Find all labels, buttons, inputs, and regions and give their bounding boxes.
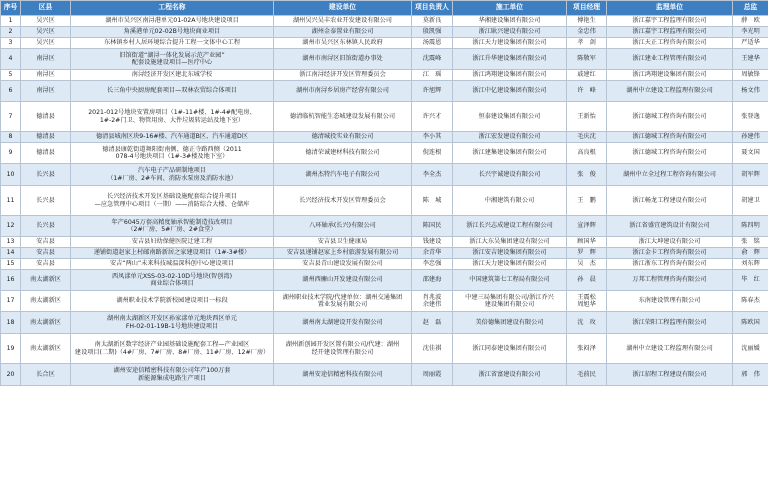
table-row	[1, 270, 768, 291]
table-cell: 湖州杰特汽车电子有限公司	[274, 164, 412, 186]
table-body	[1, 16, 768, 386]
table-cell: 许 峰	[567, 81, 607, 102]
table-cell: 安吉县卫生健康局	[274, 237, 412, 248]
table-cell: 长兴县	[21, 216, 71, 237]
table-row	[1, 143, 768, 164]
table-cell: 浙江鸿翔建设集团有限公司	[607, 70, 733, 81]
table-cell: 安吉“两山”未来科技城温深科创中心建设项目	[71, 259, 274, 270]
column-header: 项目经理	[567, 1, 607, 16]
table-row	[1, 237, 768, 248]
table-cell: 湖州安途信精密科技有限公司	[274, 364, 412, 386]
table-cell: 德清县城南区块9-16#楼、汽车通道B区、汽车通道D区	[71, 132, 274, 143]
table-cell: 安吉县	[21, 248, 71, 259]
table-cell: 10	[1, 164, 21, 186]
table-row	[1, 132, 768, 143]
table-row	[1, 334, 768, 364]
table-cell: 美倍德集团建设有限公司	[453, 312, 567, 334]
table-cell: 南太湖新区	[21, 334, 71, 364]
table-cell: 南浔区	[21, 70, 71, 81]
table-cell: 沈 玫	[567, 312, 607, 334]
table-cell: 12	[1, 216, 21, 237]
table-cell: 浙江中亿建设集团有限公司	[453, 81, 567, 102]
table-cell: 余青华	[412, 248, 453, 259]
column-header: 总监	[733, 1, 768, 16]
table-cell: 殷凯强	[412, 27, 453, 38]
table-cell: 湖州职业技术学院/代建单位：湖州交通集团 置业发展有限公司	[274, 291, 412, 312]
column-header: 项目负责人	[412, 1, 453, 16]
table-cell: 13	[1, 237, 21, 248]
table-cell: 湖州中立建设工程监理有限公司	[607, 334, 733, 364]
table-cell: 许旭辉	[412, 81, 453, 102]
table-cell: 东林镇乡村人居环境综合提升工程一文体中心工程	[71, 38, 274, 49]
table-cell: 汤震恩	[412, 38, 453, 49]
table-cell: 南浔区	[21, 49, 71, 70]
table-cell: 17	[1, 291, 21, 312]
table-cell: 浙江招程工程建设有限公司	[607, 364, 733, 386]
column-header: 监理单位	[607, 1, 733, 16]
table-cell: 王建华	[733, 49, 768, 70]
table-cell: 王新怡	[567, 102, 607, 132]
table-cell: 金忠伟	[567, 27, 607, 38]
table-cell: 14	[1, 248, 21, 259]
column-header: 区县	[21, 1, 71, 16]
table-cell: 18	[1, 312, 21, 334]
table-cell: 德清县康乾街道舞阳街南侧、德正寺路西侧（2011 078-4号地块项目（1#-3#楼及地下室）	[71, 143, 274, 164]
table-cell: 湖州新创园开发区置有限公司/代建：湖州 经开建设管理有限公司	[274, 334, 412, 364]
table-cell: 浙江荣阳工程监理有限公司	[607, 312, 733, 334]
table-cell: 16	[1, 270, 21, 291]
table-cell: 浙江宏发建设有限公司	[453, 132, 567, 143]
table-cell: 长兴县	[21, 186, 71, 216]
table-cell: 许兴才	[412, 102, 453, 132]
table-row	[1, 248, 768, 259]
table-header	[1, 1, 768, 16]
table-cell: 德清临杭智能生态城建设发展有限公司	[274, 102, 412, 132]
table-cell: 胡建卫	[733, 186, 768, 216]
table-cell: 高良根	[567, 143, 607, 164]
table-cell: 严适华	[733, 38, 768, 49]
table-cell: 2	[1, 27, 21, 38]
table-cell: 傅艳生	[567, 16, 607, 27]
table-cell: 德清县	[21, 143, 71, 164]
table-cell: 9	[1, 143, 21, 164]
table-cell: 湖州吴兴吴丰农业开发建设有限公司	[274, 16, 412, 27]
table-cell: 德清荣诚建材科技有限公司	[274, 143, 412, 164]
table-cell: 德清县	[21, 132, 71, 143]
table-cell: 万邦工程管理咨询有限公司	[607, 270, 733, 291]
table-cell: 沈丽媛	[733, 334, 768, 364]
table-cell: 湖州金泰置业有限公司	[274, 27, 412, 38]
table-cell: 长三角中央厨房配套项目—双林农贸综合体项目	[71, 81, 274, 102]
table-cell: 浙江德城工程咨询有限公司	[607, 102, 733, 132]
table-cell: 邵建海	[412, 270, 453, 291]
table-cell: 宣泽辉	[567, 216, 607, 237]
table-cell: 南太湖新区数字经济产业园基础设施配套工程—产业园区 建设项目(二期)（4#厂房、7#厂房、8#厂房、11#厂房、12#厂房）	[71, 334, 274, 364]
table-cell: 南太湖新区	[21, 291, 71, 312]
table-cell: 陈 城	[412, 186, 453, 216]
table-cell: 西凤漾单元XSS-03-02-10D号地块(智创湾) 商业综合体项目	[71, 270, 274, 291]
table-cell: 李小其	[412, 132, 453, 143]
table-cell: 八环轴承(长兴)有限公司	[274, 216, 412, 237]
table-cell: 浙江德城工程咨询有限公司	[607, 132, 733, 143]
table-cell: 角溪港单元02-02B号地块商业项目	[71, 27, 274, 38]
table-cell: 湖州中立全过程工程咨询有限公司	[607, 164, 733, 186]
table-cell: 中建三局集团有限公司/浙江乔兴 建设集团有限公司	[453, 291, 567, 312]
table-cell: 安吉县妇幼保健医院迁建工程	[71, 237, 274, 248]
table-cell: 陈欧国	[733, 312, 768, 334]
table-cell: 罗 辉	[567, 248, 607, 259]
table-cell: 东南建设管理有限公司	[607, 291, 733, 312]
table-cell: 长兴经济技术开发区管理委员会	[274, 186, 412, 216]
column-header: 建设单位	[274, 1, 412, 16]
table-cell: 湖州中立建设工程监理有限公司	[607, 81, 733, 102]
table-cell: 王震松 周旭华	[567, 291, 607, 312]
table-cell: 湖州市吴兴区南浔港单元01-02A号地块建设项目	[71, 16, 274, 27]
table-cell: 浙江安吉建设集团有限公司	[453, 248, 567, 259]
table-cell: 恒泰建设集团有限公司	[453, 102, 567, 132]
table-cell: 俞 辉	[733, 248, 768, 259]
table-cell: 张闷泽	[567, 334, 607, 364]
table-cell: 张 铭	[733, 237, 768, 248]
table-cell: 华湘建设集团有限公司	[453, 16, 567, 27]
table-cell: 赵 磊	[412, 312, 453, 334]
table-cell: 浙江畅龙工程建设有限公司	[607, 186, 733, 216]
table-cell: 李全杰	[412, 164, 453, 186]
table-cell: 沈佳祺	[412, 334, 453, 364]
table-cell: 浙江大坤建设有限公司	[607, 237, 733, 248]
table-cell: 杨文伟	[733, 81, 768, 102]
table-cell: 陈国民	[412, 216, 453, 237]
table-cell: 毛前民	[567, 364, 607, 386]
table-cell: 递铺街道赵家上村邮南路新居之家建设项目（1#-3#楼）	[71, 248, 274, 259]
table-row	[1, 312, 768, 334]
table-cell: 戚建红	[567, 70, 607, 81]
table-cell: 南太湖新区	[21, 270, 71, 291]
column-header: 施工单位	[453, 1, 567, 16]
table-cell: 浙江德城工程咨询有限公司	[607, 143, 733, 164]
table-cell: 湖州市南浔乡居房产经营有限公司	[274, 81, 412, 102]
table-cell: 湖州西鏖山开发建设有限公司	[274, 270, 412, 291]
table-row	[1, 81, 768, 102]
table-cell: 吴 杰	[567, 259, 607, 270]
table-cell: 薛 欧	[733, 16, 768, 27]
table-cell: 湖州职业技术学院新校园建设项目一标段	[71, 291, 274, 312]
table-row	[1, 164, 768, 186]
table-row	[1, 216, 768, 237]
table-cell: 浙江建集建设集团有限公司	[453, 143, 567, 164]
table-cell: 孙 晨	[567, 270, 607, 291]
table-cell: 长合区	[21, 364, 71, 386]
table-cell: 毛庆沈	[567, 132, 607, 143]
table-cell: 20	[1, 364, 21, 386]
table-cell: 沈震峰	[412, 49, 453, 70]
table-row	[1, 49, 768, 70]
table-cell: 浙江浙东工程咨询有限公司	[607, 259, 733, 270]
table-row	[1, 102, 768, 132]
table-cell: 15	[1, 259, 21, 270]
table-cell: 6	[1, 81, 21, 102]
table-cell: 4	[1, 49, 21, 70]
table-cell: 莫新良	[412, 16, 453, 27]
table-row	[1, 38, 768, 49]
table-cell: 2021-012号地块安置房项目（1#-11#楼、1#-4#配电房、 1#-2#门卫、物管用房、大件垃圾转运站及地下室）	[71, 102, 274, 132]
table-cell: 孝 剑	[567, 38, 607, 49]
table-cell: 浙江建业工程管理有限公司	[607, 49, 733, 70]
table-cell: 湖州南太湖新区开发区孙家漾单元地块西区单元 FH-02-01-19B-1号地块建设项目	[71, 312, 274, 334]
table-cell: 中湘建筑有限公司	[453, 186, 567, 216]
table-row	[1, 27, 768, 38]
table-cell: 安吉县递铺赵家上乡村旅游发展有限公司	[274, 248, 412, 259]
table-row	[1, 364, 768, 386]
table-cell: 8	[1, 132, 21, 143]
table-cell: 周敏锋	[733, 70, 768, 81]
table-row	[1, 70, 768, 81]
table-cell: 德清城投实业有限公司	[274, 132, 412, 143]
table-cell: 19	[1, 334, 21, 364]
column-header: 工程名称	[71, 1, 274, 16]
table-cell: 旧馆街道“湖浔一体化发展示范产业园” 配套设施建设项目—医疗中心	[71, 49, 274, 70]
table-cell: 顾国华	[567, 237, 607, 248]
table-cell: 陈春杰	[733, 291, 768, 312]
table-cell: 王 鹏	[567, 186, 607, 216]
table-cell: 浙江鸿翔建设集团有限公司	[453, 70, 567, 81]
table-cell: 陈四明	[733, 216, 768, 237]
table-cell: 胡军辉	[733, 164, 768, 186]
table-cell: 浙江天正工程咨询有限公司	[607, 38, 733, 49]
table-cell: 5	[1, 70, 21, 81]
table-cell: 刘东辉	[733, 259, 768, 270]
table-cell: 浙江同泰建设集团有限公司	[453, 334, 567, 364]
table-cell: 3	[1, 38, 21, 49]
table-cell: 湖州市南浔区旧馆街道办事处	[274, 49, 412, 70]
table-cell: 7	[1, 102, 21, 132]
table-cell: 中国建筑第七工程局有限公司	[453, 270, 567, 291]
table-cell: 浙江省富建设有限公司	[453, 364, 567, 386]
table-cell: 浙江长兴志成建设工程有限公司	[453, 216, 567, 237]
table-cell: 湖州南太湖建设开发有限公司	[274, 312, 412, 334]
table-cell: 安吉县	[21, 259, 71, 270]
table-cell: 吴兴区	[21, 27, 71, 38]
table-cell: 浙江南浔经济开发区管理委员会	[274, 70, 412, 81]
table-cell: 陈敬军	[567, 49, 607, 70]
table-cell: 湖州市吴兴区东林镇人民政府	[274, 38, 412, 49]
table-cell: 肖兆波 余建伟	[412, 291, 453, 312]
table-cell: 浙江升华建设集团有限公司	[453, 49, 567, 70]
table-cell: 张 俊	[567, 164, 607, 186]
table-cell: 长兴经济技术开发区基础设施配套综合提升项目 —应急管理中心项目（一期）——消防综合大楼、仓储库	[71, 186, 274, 216]
table-cell: 南浔区	[21, 81, 71, 102]
table-cell: 吴兴区	[21, 16, 71, 27]
table-cell: 长兴县	[21, 164, 71, 186]
table-cell: 江 瑶	[412, 70, 453, 81]
table-cell: 浙江金卡工程咨询有限公司	[607, 248, 733, 259]
table-row	[1, 259, 768, 270]
table-cell: 汽车电子产品研制地项目 （1#厂房、2#车间、消防水泵房及消防水池）	[71, 164, 274, 186]
table-cell: 聂文国	[733, 143, 768, 164]
table-cell: 毕 红	[733, 270, 768, 291]
table-row	[1, 16, 768, 27]
table-cell: 1	[1, 16, 21, 27]
table-cell: 倪连根	[412, 143, 453, 164]
table-cell: 浙江天力建设集团有限公司	[453, 259, 567, 270]
table-row	[1, 186, 768, 216]
table-cell: 浙江天力建设集团有限公司	[453, 38, 567, 49]
table-cell: 浙江嘉宇工程监理有限公司	[607, 27, 733, 38]
table-cell: 周丽霞	[412, 364, 453, 386]
table-cell: 浙江大东吴集团建设有限公司	[453, 237, 567, 248]
table-cell: 李光明	[733, 27, 768, 38]
table-cell: 钱建设	[412, 237, 453, 248]
table-cell: 郭 伟	[733, 364, 768, 386]
table-cell: 安吉县	[21, 237, 71, 248]
table-cell: 安吉县青山建设发展有限公司	[274, 259, 412, 270]
table-cell: 吴兴区	[21, 38, 71, 49]
table-cell: 浙江耿兴建设有限公司	[453, 27, 567, 38]
table-cell: 南太湖新区	[21, 312, 71, 334]
table-cell: 李忠强	[412, 259, 453, 270]
table-cell: 湖州安途信精密科技有限公司年产100万套 新能源集成电路生产项目	[71, 364, 274, 386]
column-header: 序号	[1, 1, 21, 16]
table-cell: 南浔经济开发区建北东城学校	[71, 70, 274, 81]
table-cell: 长兴宇诚建设有限公司	[453, 164, 567, 186]
table-cell: 张登逸	[733, 102, 768, 132]
table-row	[1, 291, 768, 312]
table-cell: 孙建伟	[733, 132, 768, 143]
table-cell: 德清县	[21, 102, 71, 132]
table-cell: 年产6045万套高精度轴承智能制造技改项目 （2#厂房、5#厂房、2#食堂）	[71, 216, 274, 237]
table-cell: 11	[1, 186, 21, 216]
table-cell: 浙江嘉宇工程监理有限公司	[607, 16, 733, 27]
table-cell: 浙江省盛宜建筑设计有限公司	[607, 216, 733, 237]
